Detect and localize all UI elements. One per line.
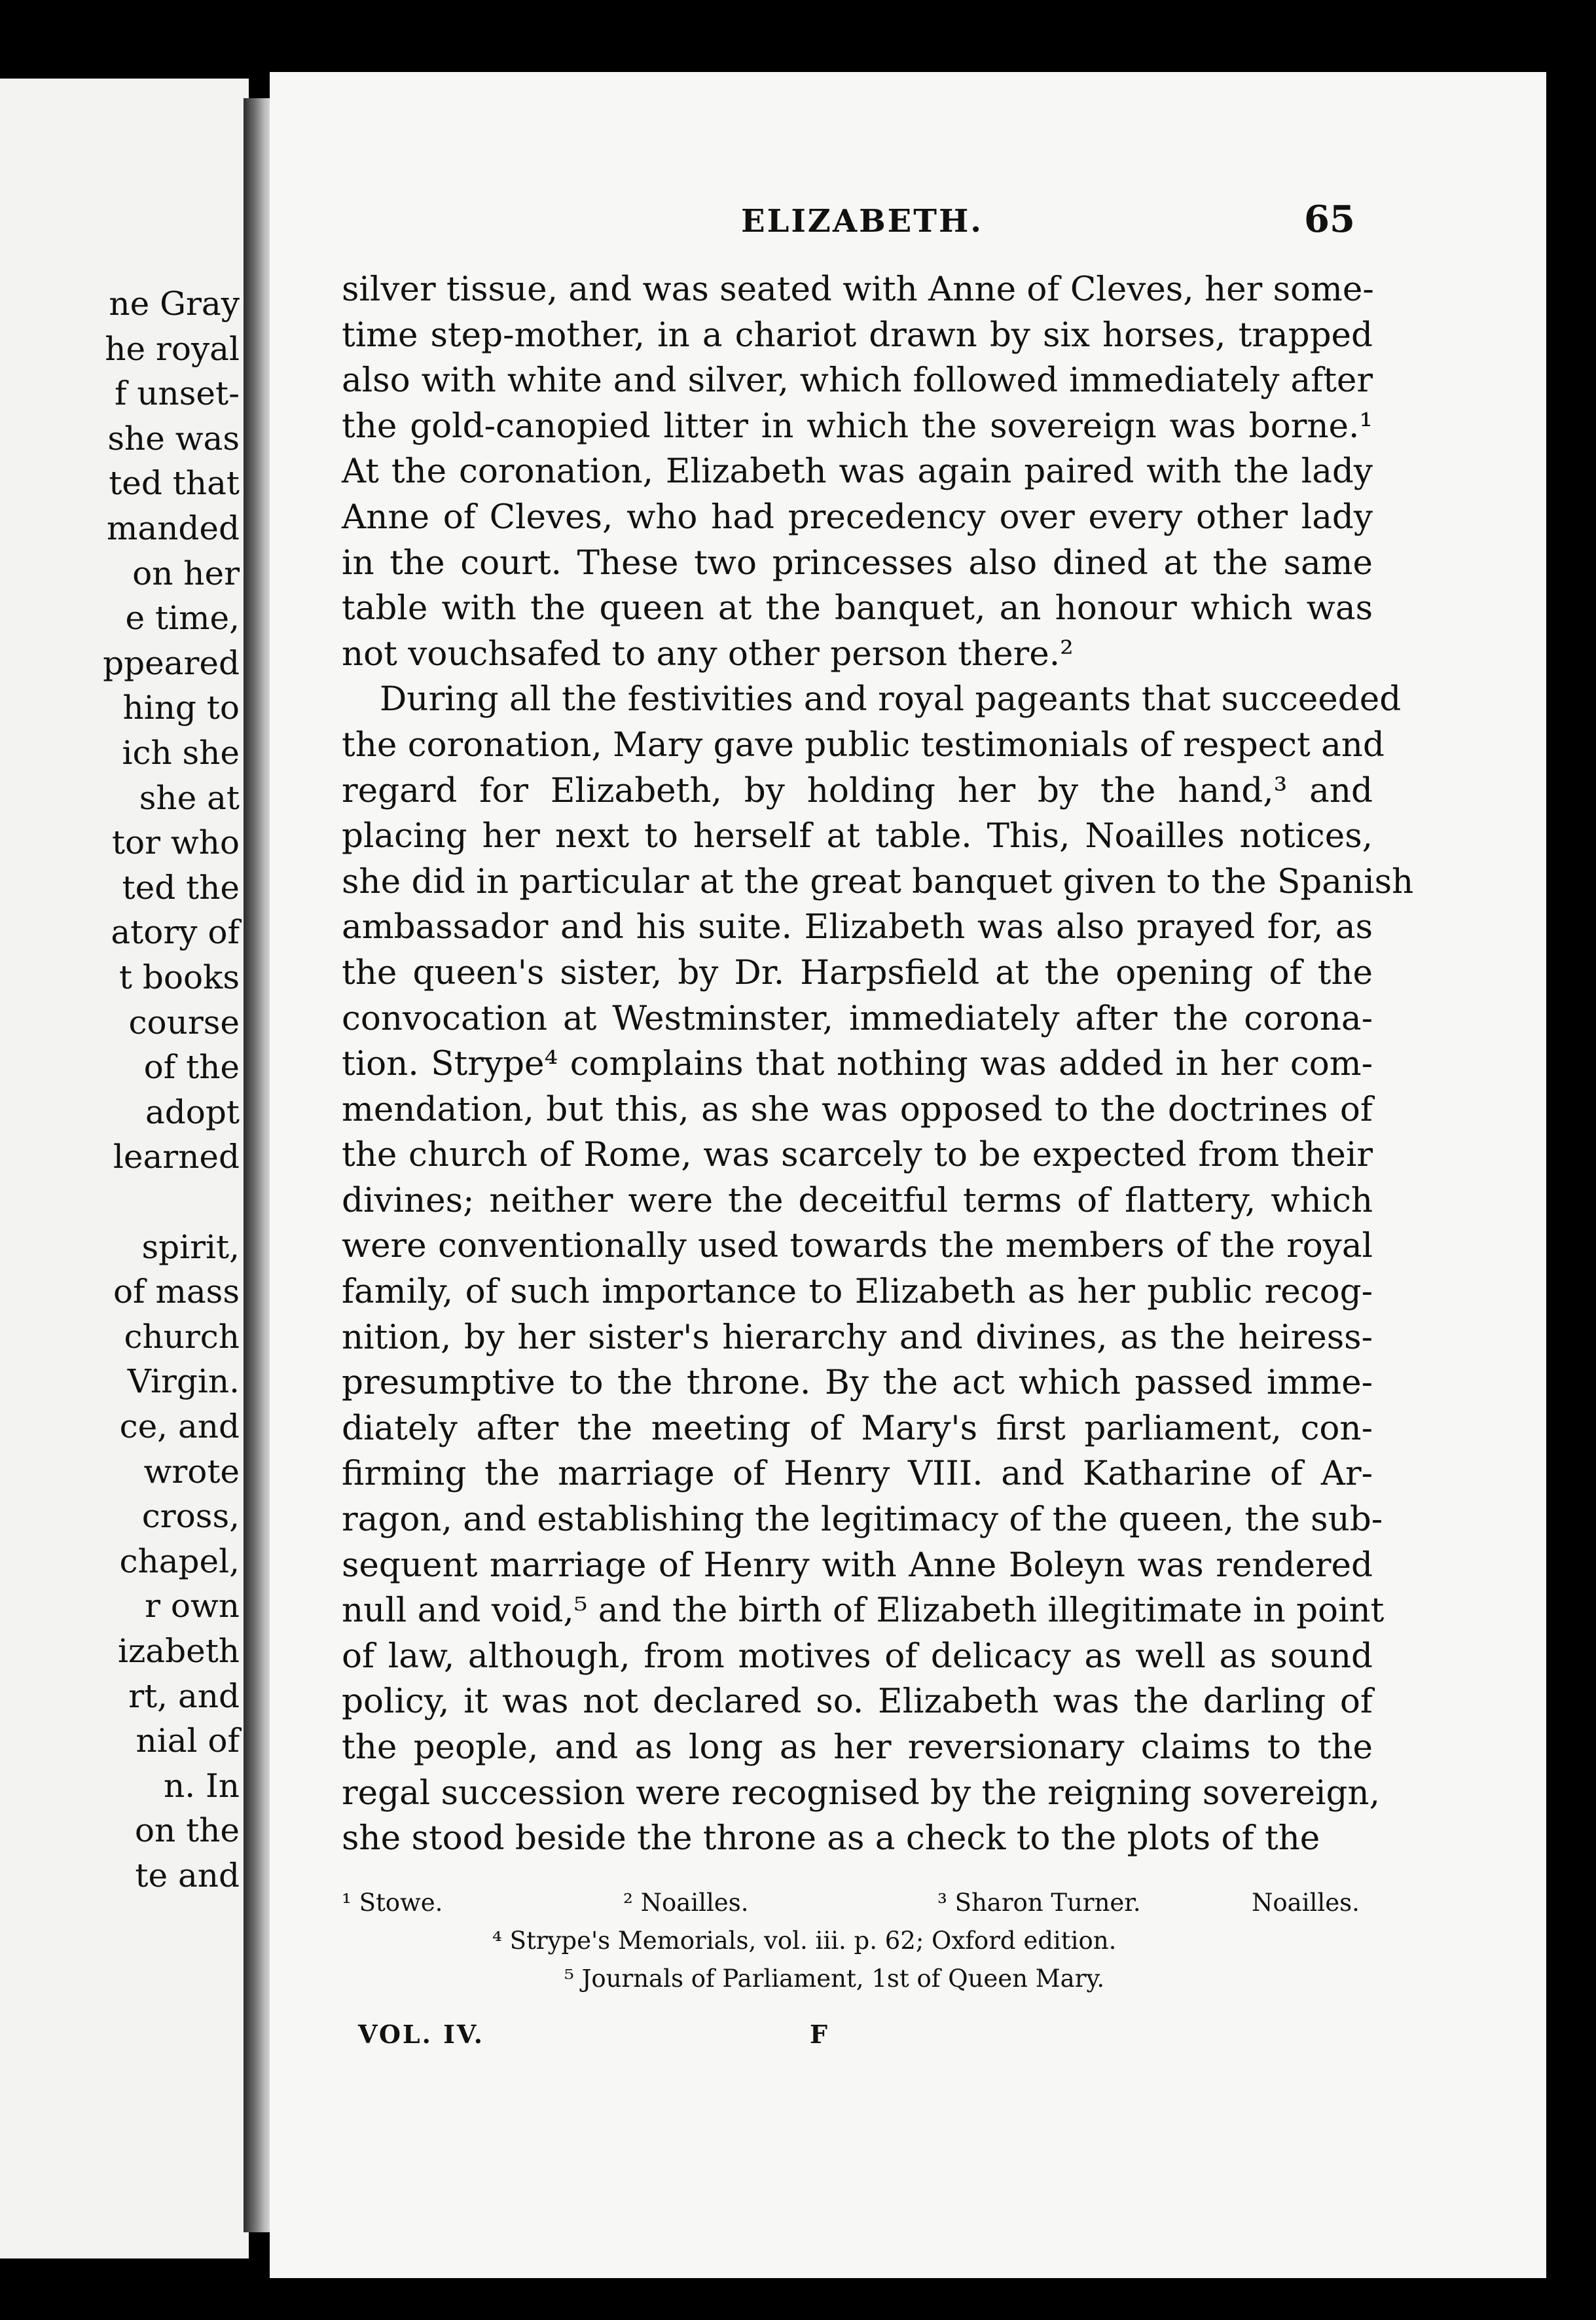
text-line: ragon, and establishing the legitimacy of the queen, the sub- xyxy=(342,1500,1383,1540)
left-page-text-fragment: church xyxy=(124,1317,240,1356)
text-line: placing her next to herself at table. This, Noailles notices, xyxy=(342,816,1373,856)
left-page-text-fragment: tor who xyxy=(111,824,240,862)
text-line: tion. Strype⁴ complains that nothing was added in her com- xyxy=(342,1044,1373,1084)
text-line: in the court. These two princesses also dined at the same xyxy=(342,543,1373,583)
text-line: regal succession were recognised by the reigning sovereign, xyxy=(342,1773,1380,1813)
body-text xyxy=(342,267,1414,1862)
left-page-text-fragment: ted that xyxy=(109,464,240,503)
left-page-text-fragment: Virgin. xyxy=(127,1362,240,1401)
footnote-row xyxy=(342,1927,1373,1965)
volume-mark: VOL. IV. xyxy=(358,2020,484,2049)
left-page-text-fragment: of the xyxy=(143,1048,240,1087)
left-page-text-fragment: spirit, xyxy=(141,1227,240,1266)
running-head xyxy=(270,198,1546,255)
left-page-text-fragment: wrote xyxy=(143,1452,240,1491)
left-page-text-fragment: r own xyxy=(145,1587,240,1625)
text-line: she stood beside the throne as a check to the plots of the xyxy=(342,1819,1320,1858)
text-line: she did in particular at the great banquet given to the Spanish xyxy=(342,861,1414,901)
page-number: 65 xyxy=(1304,198,1355,241)
left-page-text-fragment: atory of xyxy=(111,913,240,952)
book-page xyxy=(270,72,1546,2278)
left-page-text-fragment: on the xyxy=(134,1811,240,1850)
text-line: firming the marriage of Henry VIII. and Katharine of Ar- xyxy=(342,1454,1373,1494)
left-page-text-fragment: course xyxy=(128,1003,240,1042)
text-line: time step-mother, in a chariot drawn by six horses, trapped xyxy=(342,315,1373,355)
left-page-text-fragment: te and xyxy=(135,1857,240,1894)
footnote-row xyxy=(342,1965,1373,2003)
text-line: silver tissue, and was seated with Anne of Cleves, her some- xyxy=(342,270,1374,309)
footnote-3-continued: Noailles. xyxy=(1252,1889,1360,1917)
left-page-text-fragment: n. In xyxy=(164,1766,240,1805)
footnote-3: ³ Sharon Turner. xyxy=(937,1889,1141,1917)
left-page-text-fragment: he royal xyxy=(105,329,240,368)
text-line: divines; neither were the deceitful terms of flattery, which xyxy=(342,1180,1373,1220)
left-page-text-fragment: of mass xyxy=(113,1273,240,1311)
left-page-text-fragment: she at xyxy=(139,778,240,817)
left-page-text-fragment: adopt xyxy=(145,1093,240,1131)
left-page-text-fragment: on her xyxy=(132,554,240,592)
text-line: ambassador and his suite. Elizabeth was also prayed for, as xyxy=(342,907,1373,947)
text-line: family, of such importance to Elizabeth as her public recog- xyxy=(342,1272,1373,1312)
text-line: also with white and silver, which followed immediately after xyxy=(342,361,1373,401)
previous-page-fragment xyxy=(0,79,249,2258)
left-page-text-fragment: t books xyxy=(118,958,240,996)
left-page-text-fragment: ne Gray xyxy=(109,285,240,323)
left-page-text-fragment: ich she xyxy=(122,734,240,772)
left-page-text-fragment: ce, and xyxy=(119,1407,240,1445)
text-line: regard for Elizabeth, by holding her by the hand,³ and xyxy=(342,770,1373,810)
signature-line xyxy=(358,2020,1373,2059)
left-page-text-fragment: hing to xyxy=(122,689,240,727)
text-line: the church of Rome, was scarcely to be expected from their xyxy=(342,1135,1373,1175)
left-page-text-fragment: rt, and xyxy=(128,1677,240,1715)
left-page-text-fragment: f unset- xyxy=(114,374,240,413)
text-line: the coronation, Mary gave public testimonials of respect and xyxy=(342,725,1385,765)
text-line: convocation at Westminster, immediately after the corona- xyxy=(342,998,1373,1038)
text-line: At the coronation, Elizabeth was again paired with the lady xyxy=(342,452,1373,492)
text-line: the gold-canopied litter in which the sovereign was borne.¹ xyxy=(342,406,1373,446)
text-line: were conventionally used towards the members of the royal xyxy=(342,1226,1373,1266)
text-line: not vouchsafed to any other person there.² xyxy=(342,634,1074,674)
text-line: mendation, but this, as she was opposed to the doctrines of xyxy=(342,1089,1373,1129)
left-page-text-fragment: manded xyxy=(106,509,240,547)
text-line: Anne of Cleves, who had precedency over every other lady xyxy=(342,497,1373,537)
left-page-text-fragment: ppeared xyxy=(103,643,240,682)
running-title: ELIZABETH. xyxy=(741,203,984,240)
text-line: policy, it was not declared so. Elizabeth was the darling of xyxy=(342,1682,1373,1722)
signature-mark: F xyxy=(810,2020,829,2049)
text-line: table with the queen at the banquet, an honour which was xyxy=(342,589,1373,628)
text-line: of law, although, from motives of delicacy as well as sound xyxy=(342,1636,1373,1676)
left-page-text-fragment: nial of xyxy=(136,1722,240,1760)
footnote-5: ⁵ Journals of Parliament, 1st of Queen Mary. xyxy=(564,1965,1105,1993)
text-line: the people, and as long as her reversionary claims to the xyxy=(342,1728,1373,1767)
left-page-text-fragment: cross, xyxy=(141,1497,240,1536)
text-line: the queen's sister, by Dr. Harpsfield at the opening of the xyxy=(342,952,1373,992)
text-line: diately after the meeting of Mary's first parliament, con- xyxy=(342,1408,1373,1448)
left-page-text-fragment: she was xyxy=(107,419,240,458)
footnote-1: ¹ Stowe. xyxy=(342,1889,443,1917)
text-line: presumptive to the throne. By the act which passed imme- xyxy=(342,1363,1373,1403)
footnotes xyxy=(342,1889,1373,2003)
left-page-text-fragment: learned xyxy=(113,1138,240,1176)
footnote-2: ² Noailles. xyxy=(623,1889,749,1917)
left-page-text-fragment: e time, xyxy=(125,599,240,638)
left-page-text-fragment: ted the xyxy=(122,868,240,907)
text-line: sequent marriage of Henry with Anne Boleyn was rendered xyxy=(342,1545,1373,1585)
text-line: During all the festivities and royal pageants that succeeded xyxy=(380,680,1402,719)
text-line: null and void,⁵ and the birth of Elizabeth illegitimate in point xyxy=(342,1591,1385,1631)
left-page-text-fragment: izabeth xyxy=(117,1632,240,1670)
left-page-text-fragment: chapel, xyxy=(119,1542,240,1580)
footnote-row xyxy=(342,1889,1373,1927)
text-line: nition, by her sister's hierarchy and divines, as the heiress- xyxy=(342,1317,1373,1357)
footnote-4: ⁴ Strype's Memorials, vol. iii. p. 62; Oxford edition. xyxy=(492,1927,1117,1955)
